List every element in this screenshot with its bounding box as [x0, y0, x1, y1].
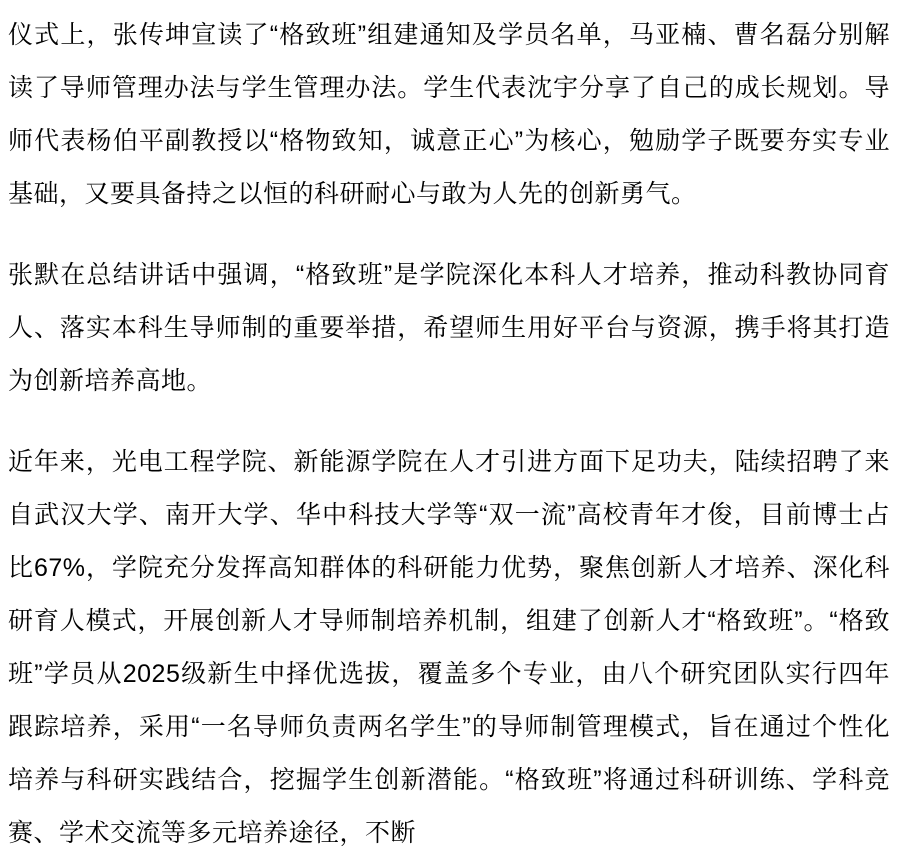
paragraph-ceremony: 仪式上，张传坤宣读了“格致班”组建通知及学员名单，马亚楠、曹名磊分别解读了导师管理办法与学生管理办法。学生代表沈宇分享了自己的成长规划。导师代表杨伯平副教授以“格物致知，诚意正心”为核心，勉励学子既要夯实专业基础，又要具备持之以恒的科研耐心与敢为人先的创新勇气。	[8, 21, 890, 208]
paragraph-background: 近年来，光电工程学院、新能源学院在人才引进方面下足功夫，陆续招聘了来自武汉大学、南开大学、华中科技大学等“双一流”高校青年才俊，目前博士占比67%，学院充分发挥高知群体的科研能力优势，聚焦创新人才培养、深化科研育人模式，开展创新人才导师制培养机制，组建了创新人才“格致班”。“格致班”学员从2025级新生中择优选拔，覆盖多个专业，由八个研究团队实行四年跟踪培养，采用“一名导师负责两名学生”的导师制管理模式，旨在通过个性化培养与科研实践结合，挖掘学生创新潜能。“格致班”将通过科研训练、学科竞赛、学术交流等多元培养途径，不断	[8, 448, 890, 847]
paragraph-summary-speech: 张默在总结讲话中强调，“格致班”是学院深化本科人才培养，推动科教协同育人、落实本科生导师制的重要举措，希望师生用好平台与资源，携手将其打造为创新培养高地。	[8, 261, 890, 395]
